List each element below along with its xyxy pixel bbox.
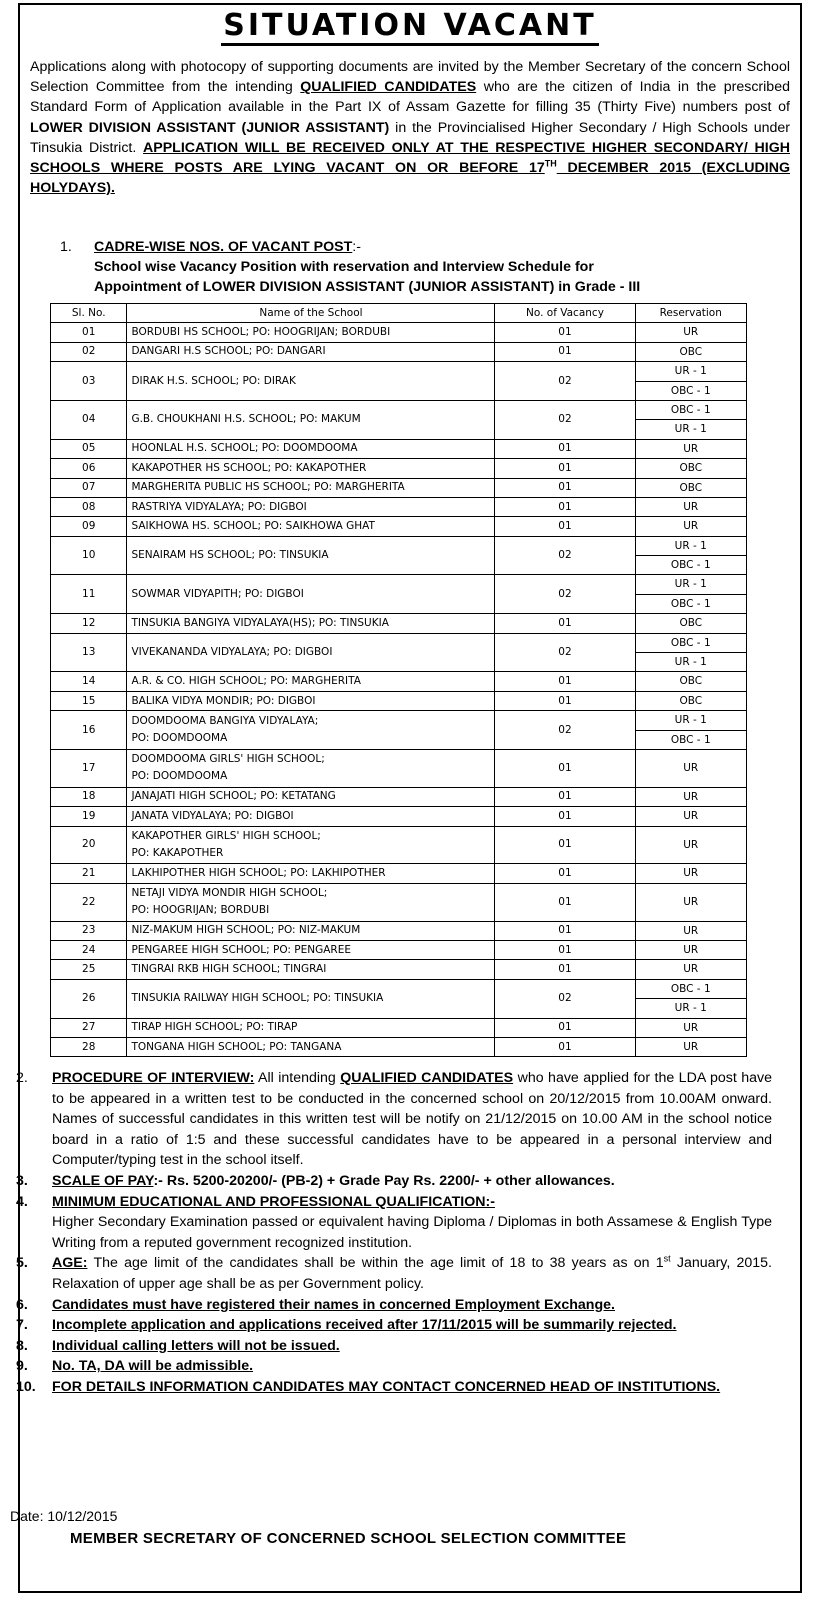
section-1-subtitle-1: School wise Vacancy Position with reservation and Interview Schedule for xyxy=(94,259,594,275)
reservation-value: OBC - 1 xyxy=(670,636,711,649)
cell-sl-no: 22 xyxy=(51,883,127,921)
signatory: MEMBER SECRETARY OF CONCERNED SCHOOL SELECTION COMMITTEE xyxy=(70,1530,627,1547)
cell-reservation xyxy=(635,749,747,787)
school-name-line: PO: KAKAPOTHER xyxy=(131,846,224,859)
cell-school-name xyxy=(127,478,495,497)
table-row xyxy=(51,517,747,536)
school-name-line: DOOMDOOMA BANGIYA VIDYALAYA; xyxy=(131,715,319,728)
cell-sl-no: 26 xyxy=(51,979,127,1018)
cell-reservation xyxy=(635,517,747,536)
school-name-line: A.R. & CO. HIGH SCHOOL; PO: MARGHERITA xyxy=(131,675,361,688)
table-row xyxy=(51,979,747,1018)
cell-vacancy: 01 xyxy=(495,478,635,497)
table-row xyxy=(51,921,747,940)
reservation-value: OBC - 1 xyxy=(636,730,747,749)
cell-reservation xyxy=(635,478,747,497)
intro-text-3: in the Provincialised Higher Secondary / High Schools under Tinsukia District. xyxy=(30,119,790,156)
table-header-row xyxy=(51,304,747,323)
item-ta-da xyxy=(10,1356,772,1377)
cell-school-name xyxy=(127,1018,495,1037)
school-name-line: TINSUKIA RAILWAY HIGH SCHOOL; PO: TINSUKIA xyxy=(131,992,384,1005)
terms-list xyxy=(10,1068,772,1398)
cell-reservation xyxy=(635,362,747,401)
school-name-line: RASTRIYA VIDYALAYA; PO: DIGBOI xyxy=(131,500,307,513)
item-number: 2. xyxy=(16,1070,28,1086)
header-school-name: Name of the School xyxy=(127,304,495,323)
item-number: 9. xyxy=(16,1358,28,1375)
cell-vacancy: 01 xyxy=(495,826,635,864)
cell-school-name xyxy=(127,536,495,575)
cell-school-name xyxy=(127,575,495,614)
cell-vacancy: 01 xyxy=(495,691,635,710)
item-number: 6. xyxy=(16,1296,28,1313)
cell-sl-no: 06 xyxy=(51,459,127,478)
intro-paragraph xyxy=(30,57,790,198)
cell-school-name xyxy=(127,342,495,361)
reservation-value: OBC xyxy=(679,617,703,630)
cell-sl-no: 02 xyxy=(51,342,127,361)
table-row xyxy=(51,459,747,478)
reservation-value: UR xyxy=(683,500,699,513)
cell-reservation xyxy=(635,921,747,940)
item-number: 7. xyxy=(16,1317,28,1334)
cell-school-name xyxy=(127,400,495,439)
cell-sl-no: 01 xyxy=(51,323,127,342)
reservation-value: OBC xyxy=(679,694,703,707)
cell-school-name xyxy=(127,711,495,750)
table-row xyxy=(51,478,747,497)
cell-sl-no: 17 xyxy=(51,749,127,787)
item-text: January, 2015. Relaxation of upper age shall be as per Government policy. xyxy=(52,1255,773,1292)
cell-vacancy: 01 xyxy=(495,960,635,979)
cell-reservation xyxy=(635,864,747,883)
school-name-line: PO: HOOGRIJAN; BORDUBI xyxy=(131,904,270,917)
cell-school-name xyxy=(127,362,495,401)
item-number: 4. xyxy=(16,1193,28,1210)
table-row xyxy=(51,536,747,575)
table-row xyxy=(51,1037,747,1056)
reservation-value: UR xyxy=(683,790,699,803)
school-name-line: SAIKHOWA HS. SCHOOL; PO: SAIKHOWA GHAT xyxy=(131,519,375,532)
item-incomplete-application xyxy=(10,1315,772,1336)
cell-vacancy: 02 xyxy=(495,362,635,401)
table-row xyxy=(51,940,747,959)
item-heading: PROCEDURE OF INTERVIEW: xyxy=(52,1070,255,1086)
cell-sl-no: 27 xyxy=(51,1018,127,1037)
cell-school-name xyxy=(127,1037,495,1056)
item-heading: MINIMUM EDUCATIONAL AND PROFESSIONAL QUALIFICATION:- xyxy=(52,1193,495,1210)
reservation-value: UR xyxy=(683,520,699,533)
reservation-value: OBC xyxy=(679,462,703,475)
cell-vacancy: 01 xyxy=(495,1037,635,1056)
reservation-value: UR xyxy=(683,1021,699,1034)
table-body xyxy=(51,323,747,1057)
cell-vacancy: 01 xyxy=(495,940,635,959)
cell-vacancy: 01 xyxy=(495,439,635,458)
item-qualification xyxy=(10,1192,772,1254)
cell-vacancy: 02 xyxy=(495,536,635,575)
cell-reservation xyxy=(635,826,747,864)
cell-vacancy: 02 xyxy=(495,711,635,750)
table-row xyxy=(51,787,747,806)
cell-sl-no: 05 xyxy=(51,439,127,458)
cell-vacancy: 02 xyxy=(495,979,635,1018)
table-row xyxy=(51,362,747,401)
cell-vacancy: 01 xyxy=(495,921,635,940)
item-number: 3. xyxy=(16,1172,28,1189)
cell-reservation xyxy=(635,400,747,439)
school-name-line: LAKHIPOTHER HIGH SCHOOL; PO: LAKHIPOTHER xyxy=(131,867,386,880)
item-text: Individual calling letters will not be issued. xyxy=(52,1337,340,1354)
item-number: 8. xyxy=(16,1337,28,1354)
cell-sl-no: 28 xyxy=(51,1037,127,1056)
reservation-value: UR - 1 xyxy=(636,419,747,438)
item-text: No. TA, DA will be admissible. xyxy=(52,1358,254,1375)
cell-vacancy: 01 xyxy=(495,323,635,342)
reservation-value: UR xyxy=(683,761,699,774)
cell-sl-no: 10 xyxy=(51,536,127,575)
cell-reservation xyxy=(635,497,747,516)
cell-sl-no: 14 xyxy=(51,672,127,691)
cell-sl-no: 12 xyxy=(51,614,127,633)
header-vacancy: No. of Vacancy xyxy=(495,304,635,323)
item-text: who have applied for the LDA post have to be appeared in a written test to be conducted in the concerned school on 20/12/2015 from 10.00AM onward. Names of successful candidates in this written test will be notify on 21/12/2015 on 10.00 AM in the school notice board in a ratio of 1:5 and these successful candidates have to be appeared in a personal interview and Computer/typing test in the school itself. xyxy=(52,1070,772,1169)
cell-school-name xyxy=(127,459,495,478)
cell-school-name xyxy=(127,633,495,672)
cell-reservation xyxy=(635,960,747,979)
table-row xyxy=(51,575,747,614)
cell-school-name xyxy=(127,614,495,633)
cell-reservation xyxy=(635,536,747,575)
reservation-value: OBC - 1 xyxy=(636,594,747,613)
reservation-value: UR xyxy=(683,838,699,851)
item-number: 10. xyxy=(16,1378,36,1395)
vacancy-table xyxy=(50,303,747,1057)
school-name-line: TINGRAI RKB HIGH SCHOOL; TINGRAI xyxy=(131,963,327,976)
table-row xyxy=(51,864,747,883)
item-procedure xyxy=(10,1068,772,1171)
item-text: All intending xyxy=(254,1070,341,1086)
school-name-line: DIRAK H.S. SCHOOL; PO: DIRAK xyxy=(131,374,296,387)
cell-reservation xyxy=(635,711,747,750)
item-text: FOR DETAILS INFORMATION CANDIDATES MAY CONTACT CONCERNED HEAD OF INSTITUTIONS. xyxy=(52,1378,721,1395)
cell-reservation xyxy=(635,575,747,614)
cell-sl-no: 13 xyxy=(51,633,127,672)
school-name-line: SOWMAR VIDYAPITH; PO: DIGBOI xyxy=(131,587,304,600)
cell-sl-no: 19 xyxy=(51,807,127,826)
reservation-value: UR xyxy=(683,326,699,339)
item-heading: SCALE OF PAY xyxy=(52,1172,154,1189)
school-name-line: BORDUBI HS SCHOOL; PO: HOOGRIJAN; BORDUBI xyxy=(131,326,391,339)
section-1-heading: CADRE-WISE NOS. OF VACANT POST xyxy=(94,239,353,255)
item-text: Higher Secondary Examination passed or equivalent having Diploma / Diplomas in both Assamese & English Type Writing from a reputed government recognized institution. xyxy=(52,1214,772,1251)
cell-sl-no: 16 xyxy=(51,711,127,750)
cell-school-name xyxy=(127,517,495,536)
intro-bold-3a: APPLICATION WILL BE RECEIVED ONLY AT THE RESPECTIVE HIGHER SECONDARY/ HIGH SCHOOLS WHERE POSTS ARE LYING VACANT ON OR BEFORE 17 xyxy=(30,139,790,177)
reservation-value: UR xyxy=(683,895,699,908)
school-name-line: JANAJATI HIGH SCHOOL; PO: KETATANG xyxy=(131,790,336,803)
intro-bold-2: LOWER DIVISION ASSISTANT (JUNIOR ASSISTANT) xyxy=(30,119,390,136)
table-row xyxy=(51,711,747,750)
item-number: 5. xyxy=(16,1255,28,1272)
item-text: :- Rs. 5200-20200/- (PB-2) + Grade Pay Rs. 2200/- + other allowances. xyxy=(153,1172,615,1189)
school-name-line: VIVEKANANDA VIDYALAYA; PO: DIGBOI xyxy=(131,646,333,659)
cell-reservation xyxy=(635,1037,747,1056)
cell-school-name xyxy=(127,826,495,864)
table-row xyxy=(51,439,747,458)
cell-sl-no: 08 xyxy=(51,497,127,516)
notice-date: Date: 10/12/2015 xyxy=(10,1508,118,1524)
table-row xyxy=(51,807,747,826)
section-1-number: 1. xyxy=(60,239,72,255)
school-name-line: G.B. CHOUKHANI H.S. SCHOOL; PO: MAKUM xyxy=(131,413,361,426)
table-row xyxy=(51,342,747,361)
cell-sl-no: 18 xyxy=(51,787,127,806)
cell-sl-no: 11 xyxy=(51,575,127,614)
cell-vacancy: 02 xyxy=(495,633,635,672)
school-name-line: JANATA VIDYALAYA; PO: DIGBOI xyxy=(131,809,294,822)
table-row xyxy=(51,614,747,633)
table-row xyxy=(51,960,747,979)
school-name-line: TINSUKIA BANGIYA VIDYALAYA(HS); PO: TINSUKIA xyxy=(131,616,389,629)
table-row xyxy=(51,826,747,864)
reservation-value: OBC - 1 xyxy=(670,982,711,995)
cell-school-name xyxy=(127,940,495,959)
section-1 xyxy=(60,237,780,297)
cell-school-name xyxy=(127,323,495,342)
cell-school-name xyxy=(127,787,495,806)
reservation-value: UR xyxy=(683,867,699,880)
page-title: SITUATION VACANT xyxy=(221,9,598,46)
cell-sl-no: 24 xyxy=(51,940,127,959)
reservation-value: OBC - 1 xyxy=(670,403,711,416)
table-row xyxy=(51,400,747,439)
title-wrap xyxy=(20,9,800,49)
cell-reservation xyxy=(635,940,747,959)
cell-sl-no: 21 xyxy=(51,864,127,883)
table-row xyxy=(51,1018,747,1037)
intro-sup: TH xyxy=(544,158,557,169)
school-name-line: NETAJI VIDYA MONDIR HIGH SCHOOL; xyxy=(131,887,328,900)
reservation-value: UR - 1 xyxy=(636,998,747,1017)
table-row xyxy=(51,672,747,691)
cell-vacancy: 01 xyxy=(495,497,635,516)
school-name-line: DOOMDOOMA GIRLS' HIGH SCHOOL; xyxy=(131,753,325,766)
cell-vacancy: 01 xyxy=(495,864,635,883)
cell-sl-no: 23 xyxy=(51,921,127,940)
item-sup: st xyxy=(663,1253,671,1264)
cell-school-name xyxy=(127,979,495,1018)
header-sl-no: Sl. No. xyxy=(51,304,127,323)
school-name-line: TONGANA HIGH SCHOOL; PO: TANGANA xyxy=(131,1040,342,1053)
cell-reservation xyxy=(635,807,747,826)
reservation-value: UR - 1 xyxy=(674,365,707,378)
cell-school-name xyxy=(127,439,495,458)
item-employment-exchange xyxy=(10,1295,772,1316)
school-name-line: TIRAP HIGH SCHOOL; PO: TIRAP xyxy=(131,1021,298,1034)
cell-school-name xyxy=(127,691,495,710)
cell-school-name xyxy=(127,672,495,691)
item-heading: AGE: xyxy=(52,1255,88,1272)
cell-sl-no: 09 xyxy=(51,517,127,536)
cell-reservation xyxy=(635,691,747,710)
cell-sl-no: 25 xyxy=(51,960,127,979)
school-name-line: BALIKA VIDYA MONDIR; PO: DIGBOI xyxy=(131,694,316,707)
school-name-line: PO: DOOMDOOMA xyxy=(131,732,228,745)
reservation-value: UR xyxy=(683,442,699,455)
cell-vacancy: 01 xyxy=(495,787,635,806)
cell-reservation xyxy=(635,672,747,691)
school-name-line: KAKAPOTHER HS SCHOOL; PO: KAKAPOTHER xyxy=(131,461,367,474)
item-text: The age limit of the candidates shall be within the age limit of 18 to 38 years as on 1 xyxy=(87,1255,664,1272)
item-scale-of-pay xyxy=(10,1171,772,1192)
item-text: Incomplete application and applications received after 17/11/2015 will be summarily rejected. xyxy=(52,1317,677,1334)
cell-school-name xyxy=(127,960,495,979)
cell-school-name xyxy=(127,807,495,826)
cell-vacancy: 02 xyxy=(495,400,635,439)
header-reservation: Reservation xyxy=(635,304,747,323)
cell-vacancy: 01 xyxy=(495,883,635,921)
cell-vacancy: 02 xyxy=(495,575,635,614)
cell-vacancy: 01 xyxy=(495,459,635,478)
reservation-value: OBC xyxy=(679,481,703,494)
school-name-line: PO: DOOMDOOMA xyxy=(131,770,228,783)
cell-vacancy: 01 xyxy=(495,342,635,361)
cell-sl-no: 04 xyxy=(51,400,127,439)
item-text: Candidates must have registered their names in concerned Employment Exchange. xyxy=(52,1296,615,1313)
section-1-heading-suffix: :- xyxy=(352,239,361,255)
reservation-value: UR - 1 xyxy=(674,714,707,727)
table-row xyxy=(51,691,747,710)
cell-sl-no: 15 xyxy=(51,691,127,710)
cell-school-name xyxy=(127,883,495,921)
cell-vacancy: 01 xyxy=(495,1018,635,1037)
cell-reservation xyxy=(635,787,747,806)
reservation-value: UR xyxy=(683,810,699,823)
cell-vacancy: 01 xyxy=(495,614,635,633)
table-row xyxy=(51,749,747,787)
reservation-value: UR xyxy=(683,943,699,956)
cell-school-name xyxy=(127,497,495,516)
cell-sl-no: 20 xyxy=(51,826,127,864)
cell-reservation xyxy=(635,459,747,478)
cell-vacancy: 01 xyxy=(495,807,635,826)
table-row xyxy=(51,497,747,516)
cell-reservation xyxy=(635,323,747,342)
cell-sl-no: 03 xyxy=(51,362,127,401)
intro-bold-3b: DECEMBER 2015 (EXCLUDING HOLYDAYS). xyxy=(30,160,790,197)
cell-reservation xyxy=(635,1018,747,1037)
school-name-line: PENGAREE HIGH SCHOOL; PO: PENGAREE xyxy=(131,943,351,956)
item-contact xyxy=(10,1377,772,1398)
intro-text-2: who are the citizen of India in the prescribed Standard Form of Application available in the Part IX of Assam Gazette for filling 35 (Thirty Five) numbers post of xyxy=(30,79,790,116)
cell-school-name xyxy=(127,749,495,787)
table-row xyxy=(51,883,747,921)
school-name-line: NIZ-MAKUM HIGH SCHOOL; PO: NIZ-MAKUM xyxy=(131,924,361,937)
reservation-value: UR xyxy=(683,963,699,976)
cell-school-name xyxy=(127,921,495,940)
cell-reservation xyxy=(635,883,747,921)
item-calling-letters xyxy=(10,1336,772,1357)
school-name-line: KAKAPOTHER GIRLS' HIGH SCHOOL; xyxy=(131,829,321,842)
reservation-value: OBC - 1 xyxy=(636,381,747,400)
cell-vacancy: 01 xyxy=(495,749,635,787)
table-row xyxy=(51,633,747,672)
reservation-value: OBC - 1 xyxy=(636,555,747,574)
cell-reservation xyxy=(635,614,747,633)
school-name-line: DANGARI H.S SCHOOL; PO: DANGARI xyxy=(131,345,326,358)
school-name-line: MARGHERITA PUBLIC HS SCHOOL; PO: MARGHERITA xyxy=(131,481,405,494)
reservation-value: OBC xyxy=(679,675,703,688)
item-age xyxy=(10,1253,772,1294)
cell-sl-no: 07 xyxy=(51,478,127,497)
reservation-value: UR - 1 xyxy=(636,652,747,671)
section-1-subtitle-2: Appointment of LOWER DIVISION ASSISTANT (JUNIOR ASSISTANT) in Grade - III xyxy=(94,279,641,295)
reservation-value: UR - 1 xyxy=(674,539,707,552)
cell-reservation xyxy=(635,342,747,361)
cell-school-name xyxy=(127,864,495,883)
school-name-line: SENAIRAM HS SCHOOL; PO: TINSUKIA xyxy=(131,549,329,562)
reservation-value: UR xyxy=(683,924,699,937)
intro-text-1: Applications along with photocopy of supporting documents are invited by the Member Secretary of the concern School Selection Committee from the intending xyxy=(30,59,790,96)
item-bold: QUALIFIED CANDIDATES xyxy=(340,1070,514,1086)
cell-vacancy: 01 xyxy=(495,517,635,536)
reservation-value: OBC xyxy=(679,345,703,358)
reservation-value: UR - 1 xyxy=(674,578,707,591)
cell-reservation xyxy=(635,979,747,1018)
cell-reservation xyxy=(635,439,747,458)
intro-bold-1: QUALIFIED CANDIDATES xyxy=(300,79,477,96)
cell-vacancy: 01 xyxy=(495,672,635,691)
reservation-value: UR xyxy=(683,1040,699,1053)
cell-reservation xyxy=(635,633,747,672)
table-row xyxy=(51,323,747,342)
school-name-line: HOONLAL H.S. SCHOOL; PO: DOOMDOOMA xyxy=(131,442,358,455)
